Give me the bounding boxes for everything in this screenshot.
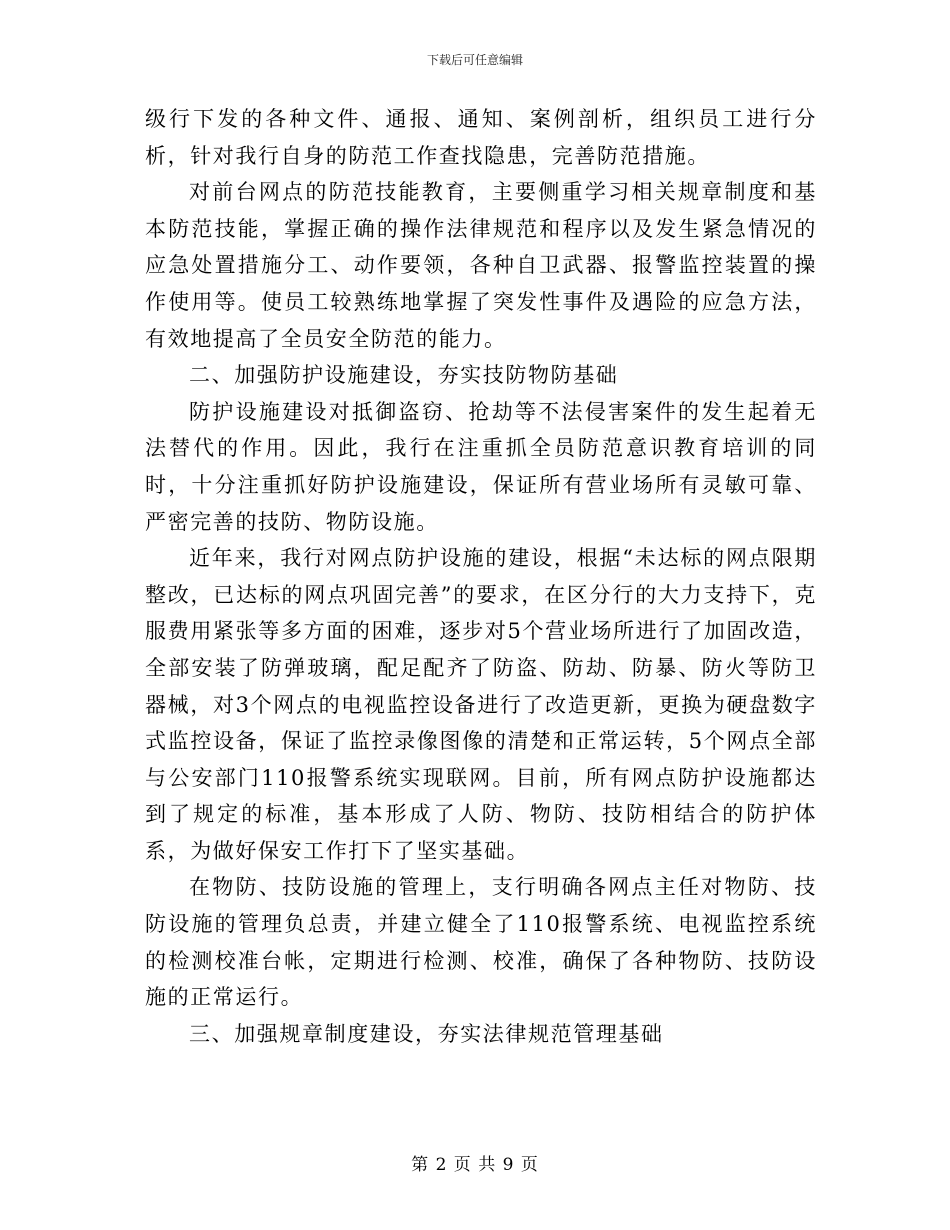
section-heading-3: 三、加强规章制度建设，夯实法律规范管理基础 xyxy=(189,1021,664,1046)
section-heading-2: 二、加强防护设施建设，夯实技防物防基础 xyxy=(189,363,619,388)
paragraph-2: 对前台网点的防范技能教育，主要侧重学习相关规章制度和基本防范技能，掌握正确的操作法律规范和程序以及发生紧急情况的应急处置措施分工、动作要领，各种自卫武器、报警监控装置的操作使用等。使员工较熟练地掌握了突发性事件及遇险的应急方法，有效地提高了全员安全防范的能力。 xyxy=(145,180,817,351)
document-body xyxy=(145,101,817,1052)
paragraph-1: 级行下发的各种文件、通报、通知、案例剖析，组织员工进行分析，针对我行自身的防范工作查找隐患，完善防范措施。 xyxy=(145,107,817,168)
paragraph-3: 防护设施建设对抵御盗窃、抢劫等不法侵害案件的发生起着无法替代的作用。因此，我行在注重抓全员防范意识教育培训的同时，十分注重抓好防护设施建设，保证所有营业场所有灵敏可靠、严密完善的技防、物防设施。 xyxy=(145,399,817,534)
page-number-footer: 第 2 页 共 9 页 xyxy=(411,1155,539,1175)
paragraph-4: 近年来，我行对网点防护设施的建设，根据“未达标的网点限期整改，已达标的网点巩固完善”的要求，在区分行的大力支持下，克服费用紧张等多方面的困难，逐步对5个营业场所进行了加固改造，全部安装了防弹玻璃，配足配齐了防盗、防劫、防暴、防火等防卫器械，对3个网点的电视监控设备进行了改造更新，更换为硬盘数字式监控设备，保证了监控录像图像的清楚和正常运转，5个网点全部与公安部门110报警系统实现联网。目前，所有网点防护设施都达到了规定的标准，基本形成了人防、物防、技防相结合的防护体系，为做好保安工作打下了坚实基础。 xyxy=(145,546,817,863)
page-header-note: 下载后可任意编辑 xyxy=(426,53,523,67)
paragraph-5: 在物防、技防设施的管理上，支行明确各网点主任对物防、技防设施的管理负总责，并建立健全了110报警系统、电视监控系统的检测校准台帐，定期进行检测、校准，确保了各种物防、技防设施的正常运行。 xyxy=(145,875,817,1010)
